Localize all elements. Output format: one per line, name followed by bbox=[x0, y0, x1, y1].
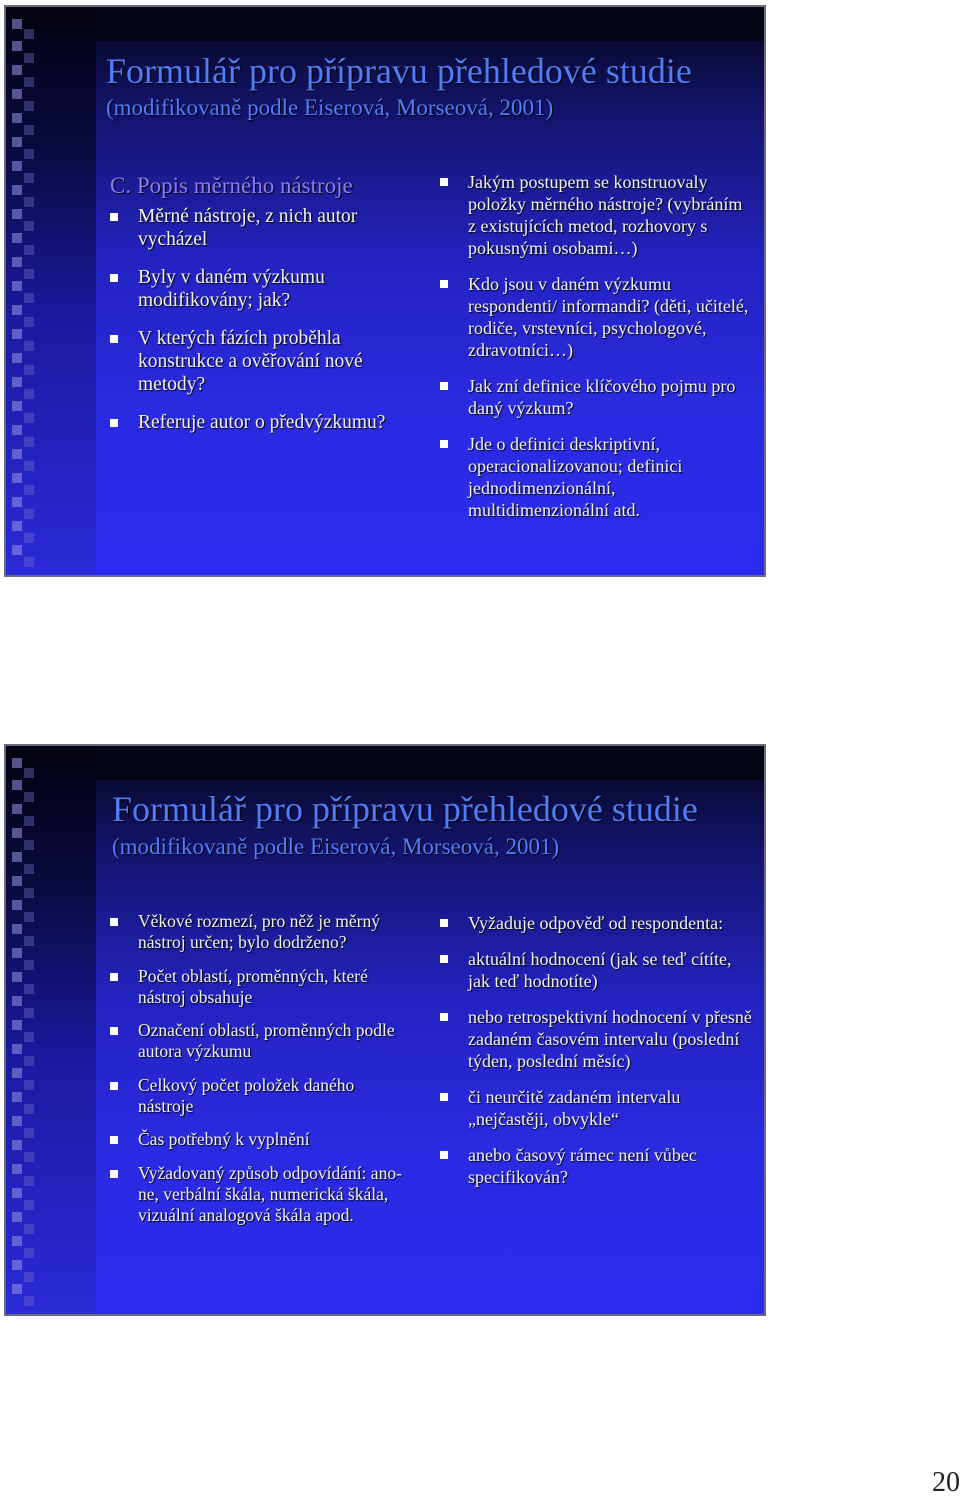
list-item: anebo časový rámec není vůbec specifikován? bbox=[440, 1144, 752, 1188]
list-item: Jak zní definice klíčového pojmu pro daný výzkum? bbox=[440, 375, 752, 419]
top-bar bbox=[96, 746, 764, 780]
bullet-icon bbox=[110, 1136, 118, 1144]
bullet-icon bbox=[440, 1093, 448, 1101]
left-bullet-list bbox=[110, 205, 410, 449]
slide-subtitle: (modifikovaně podle Eiserová, Morseová, 2001) bbox=[106, 95, 554, 120]
list-item: Jde o definici deskriptivní, operacionalizovanou; definici jednodimenzionální, multidimenzionální atd. bbox=[440, 433, 752, 521]
list-item: Označení oblastí, proměnných podle autora výzkumu bbox=[110, 1020, 410, 1062]
list-item: Věkové rozmezí, pro něž je měrný nástroj určen; bylo dodrženo? bbox=[110, 911, 410, 953]
page-number: 20 bbox=[932, 1467, 960, 1498]
bullet-icon bbox=[440, 1013, 448, 1021]
bullet-icon bbox=[440, 919, 448, 927]
bullet-icon bbox=[110, 274, 118, 282]
square-pattern bbox=[12, 7, 32, 575]
bullet-icon bbox=[110, 1170, 118, 1178]
slide-title: Formulář pro přípravu přehledové studie bbox=[112, 789, 698, 829]
bullet-icon bbox=[110, 335, 118, 343]
right-bullet-list bbox=[440, 171, 752, 535]
bullet-icon bbox=[440, 382, 448, 390]
list-item: či neurčitě zadaném intervalu „nejčastěji, obvykle“ bbox=[440, 1086, 752, 1130]
bullet-icon bbox=[110, 1082, 118, 1090]
bullet-icon bbox=[440, 178, 448, 186]
bullet-icon bbox=[110, 973, 118, 981]
bullet-icon bbox=[110, 918, 118, 926]
left-bullet-list bbox=[110, 911, 410, 1238]
bullet-icon bbox=[110, 419, 118, 427]
list-item: Celkový počet položek daného nástroje bbox=[110, 1075, 410, 1117]
slide-2 bbox=[6, 746, 764, 1314]
list-item: Byly v daném výzkumu modifikovány; jak? bbox=[110, 266, 410, 312]
list-item: Čas potřebný k vyplnění bbox=[110, 1129, 410, 1150]
list-item: Jakým postupem se konstruovaly položky měrného nástroje? (vybráním z existujících metod, rozhovory s pokusnými osobami…) bbox=[440, 171, 752, 259]
list-item: V kterých fázích proběhla konstrukce a ověřování nové metody? bbox=[110, 327, 410, 396]
bullet-icon bbox=[110, 213, 118, 221]
list-item: Vyžaduje odpověď od respondenta: bbox=[440, 912, 752, 934]
list-item: nebo retrospektivní hodnocení v přesně zadaném časovém intervalu (poslední týden, poslední měsíc) bbox=[440, 1006, 752, 1072]
list-item: Měrné nástroje, z nich autor vycházel bbox=[110, 205, 410, 251]
list-item: Počet oblastí, proměnných, které nástroj obsahuje bbox=[110, 966, 410, 1008]
slide-subtitle: (modifikovaně podle Eiserová, Morseová, 2001) bbox=[112, 834, 560, 859]
right-bullet-list bbox=[440, 912, 752, 1202]
bullet-icon bbox=[440, 280, 448, 288]
bullet-icon bbox=[440, 440, 448, 448]
list-item: aktuální hodnocení (jak se teď cítíte, jak teď hodnotíte) bbox=[440, 948, 752, 992]
list-item: Referuje autor o předvýzkumu? bbox=[110, 411, 410, 434]
bullet-icon bbox=[440, 955, 448, 963]
square-pattern bbox=[12, 746, 32, 1314]
top-bar bbox=[96, 7, 764, 41]
bullet-icon bbox=[110, 1027, 118, 1035]
slide-title: Formulář pro přípravu přehledové studie bbox=[106, 51, 692, 91]
slide-1 bbox=[6, 7, 764, 575]
list-item: Kdo jsou v daném výzkumu respondenti/ informandi? (děti, učitelé, rodiče, vrstevníci, psychologové, zdravotníci…) bbox=[440, 273, 752, 361]
section-heading: C. Popis měrného nástroje bbox=[110, 173, 353, 198]
bullet-icon bbox=[440, 1151, 448, 1159]
list-item: Vyžadovaný způsob odpovídání: ano-ne, verbální škála, numerická škála, vizuální analogová škála apod. bbox=[110, 1163, 410, 1226]
